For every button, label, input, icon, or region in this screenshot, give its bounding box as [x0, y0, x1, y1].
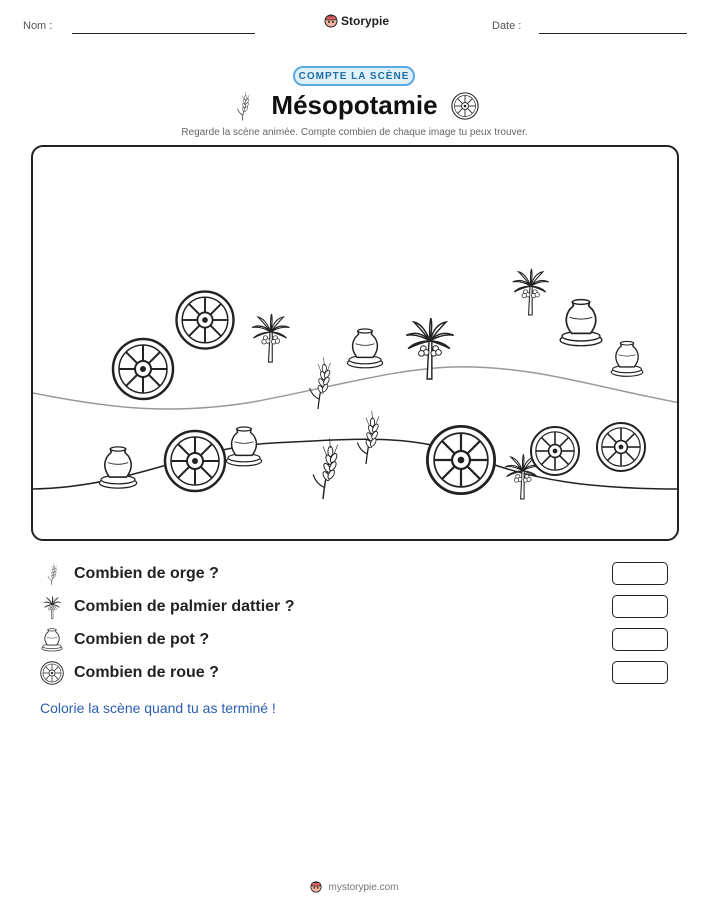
brand-name: Storypie — [341, 14, 390, 28]
pot-icon — [347, 329, 382, 368]
color-instruction: Colorie la scène quand tu as terminé ! — [40, 700, 276, 716]
question-wheel — [40, 661, 672, 685]
date-palm-icon — [40, 595, 64, 619]
scene-illustration — [33, 147, 679, 541]
wheel-icon — [531, 427, 579, 475]
instructions: Regarde la scène animée. Compte combien de chaque image tu peux trouver. — [181, 127, 528, 138]
wheel-icon — [40, 661, 64, 685]
question-barley — [40, 562, 672, 586]
wheel-icon — [427, 426, 494, 493]
wheel-icon — [113, 339, 173, 399]
pot-icon — [226, 427, 261, 466]
name-label: Nom : — [23, 20, 53, 32]
page-title: Mésopotamie — [271, 90, 438, 120]
question-text: Combien de orge ? — [74, 565, 219, 582]
date-line[interactable] — [539, 33, 687, 34]
answer-box-wheel[interactable] — [612, 661, 668, 684]
question-date-palm — [40, 595, 672, 619]
barley-icon — [40, 562, 64, 586]
question-pot — [40, 628, 672, 652]
pot-icon — [611, 341, 643, 376]
wheel-icon — [165, 431, 225, 491]
barley-icon — [357, 411, 379, 464]
activity-badge: COMPTE LA SCÈNE — [293, 66, 415, 86]
date-label: Date : — [492, 20, 522, 32]
question-text: Combien de palmier dattier ? — [74, 598, 295, 615]
wheel-icon — [597, 423, 645, 471]
pot-icon — [560, 300, 602, 346]
question-text: Combien de roue ? — [74, 664, 219, 681]
storypie-mascot-icon — [324, 13, 338, 29]
brand-logo — [324, 13, 389, 29]
answer-box-date-palm[interactable] — [612, 595, 668, 618]
footer-url[interactable]: mystorypie.com — [328, 881, 399, 893]
counting-scene — [31, 145, 679, 541]
storypie-mascot-icon — [310, 880, 322, 894]
pot-icon — [40, 628, 64, 652]
question-text: Combien de pot ? — [74, 631, 210, 648]
wheel-icon — [177, 292, 234, 349]
pot-icon — [99, 447, 136, 488]
barley-icon — [310, 357, 331, 409]
date-palm-icon — [513, 269, 549, 315]
answer-box-pot[interactable] — [612, 628, 668, 651]
date-palm-icon — [252, 314, 290, 362]
answer-box-barley[interactable] — [612, 562, 668, 585]
barley-icon — [313, 438, 338, 499]
wheel-icon — [451, 92, 479, 120]
name-line[interactable] — [72, 33, 255, 34]
footer — [0, 880, 709, 894]
